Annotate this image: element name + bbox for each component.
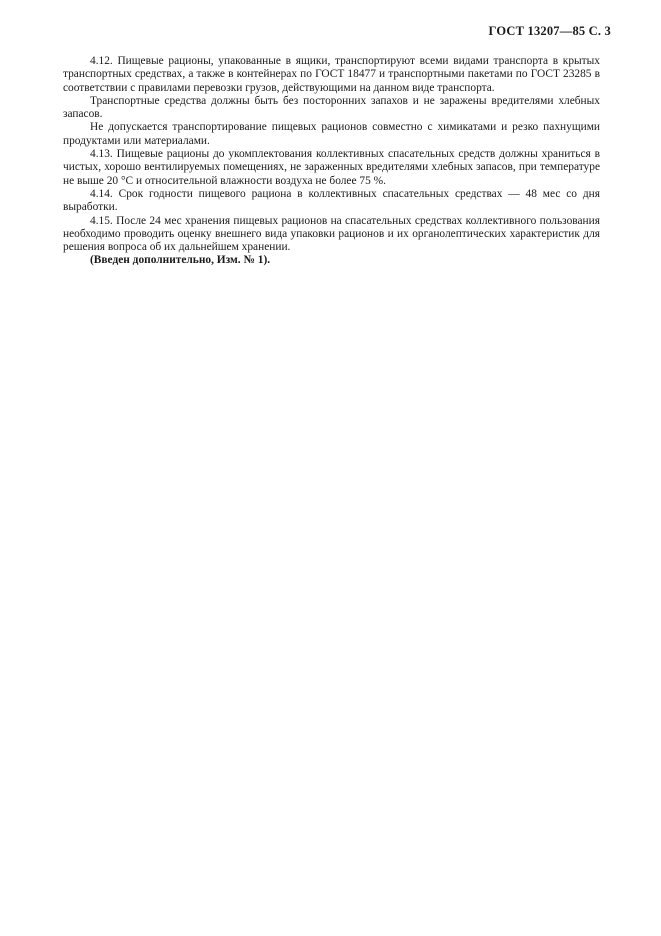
amendment-note: (Введен дополнительно, Изм. № 1). xyxy=(90,254,271,267)
document-body xyxy=(63,55,600,268)
page-header: ГОСТ 13207—85 С. 3 xyxy=(488,24,611,38)
paragraph-transport-conditions: Транспортные средства должны быть без посторонних запахов и не заражены вредителями хлебных запасов. xyxy=(63,94,600,121)
paragraph-4-12: 4.12. Пищевые рационы, упакованные в ящики, транспортируют всеми видами транспорта в крытых транспортных средствах, а также в контейнерах по ГОСТ 18477 и транспортными пакетами по ГОСТ 23285 в соответствии с правилами перевозки грузов, действующими на данном виде транспорта. xyxy=(63,55,600,94)
paragraph-4-13: 4.13. Пищевые рационы до укомплектования коллективных спасательных средств должны храниться в чистых, хорошо вентилируемых помещениях, не зараженных вредителями хлебных запасов, при температуре не выше 20 °С и относительной влажности воздуха не более 75 %. xyxy=(63,148,600,187)
paragraph-4-15: 4.15. После 24 мес хранения пищевых рационов на спасательных средствах коллективного пользования необходимо проводить оценку внешнего вида упаковки рационов и их органолептических характеристик для решения вопроса об их дальнейшем хранении. xyxy=(63,214,600,254)
paragraph-transport-restriction: Не допускается транспортирование пищевых рационов совместно с химикатами и резко пахнущими продуктами или материалами. xyxy=(63,121,600,147)
paragraph-4-14: 4.14. Срок годности пищевого рациона в коллективных спасательных средствах — 48 мес со дня выработки. xyxy=(63,187,600,214)
